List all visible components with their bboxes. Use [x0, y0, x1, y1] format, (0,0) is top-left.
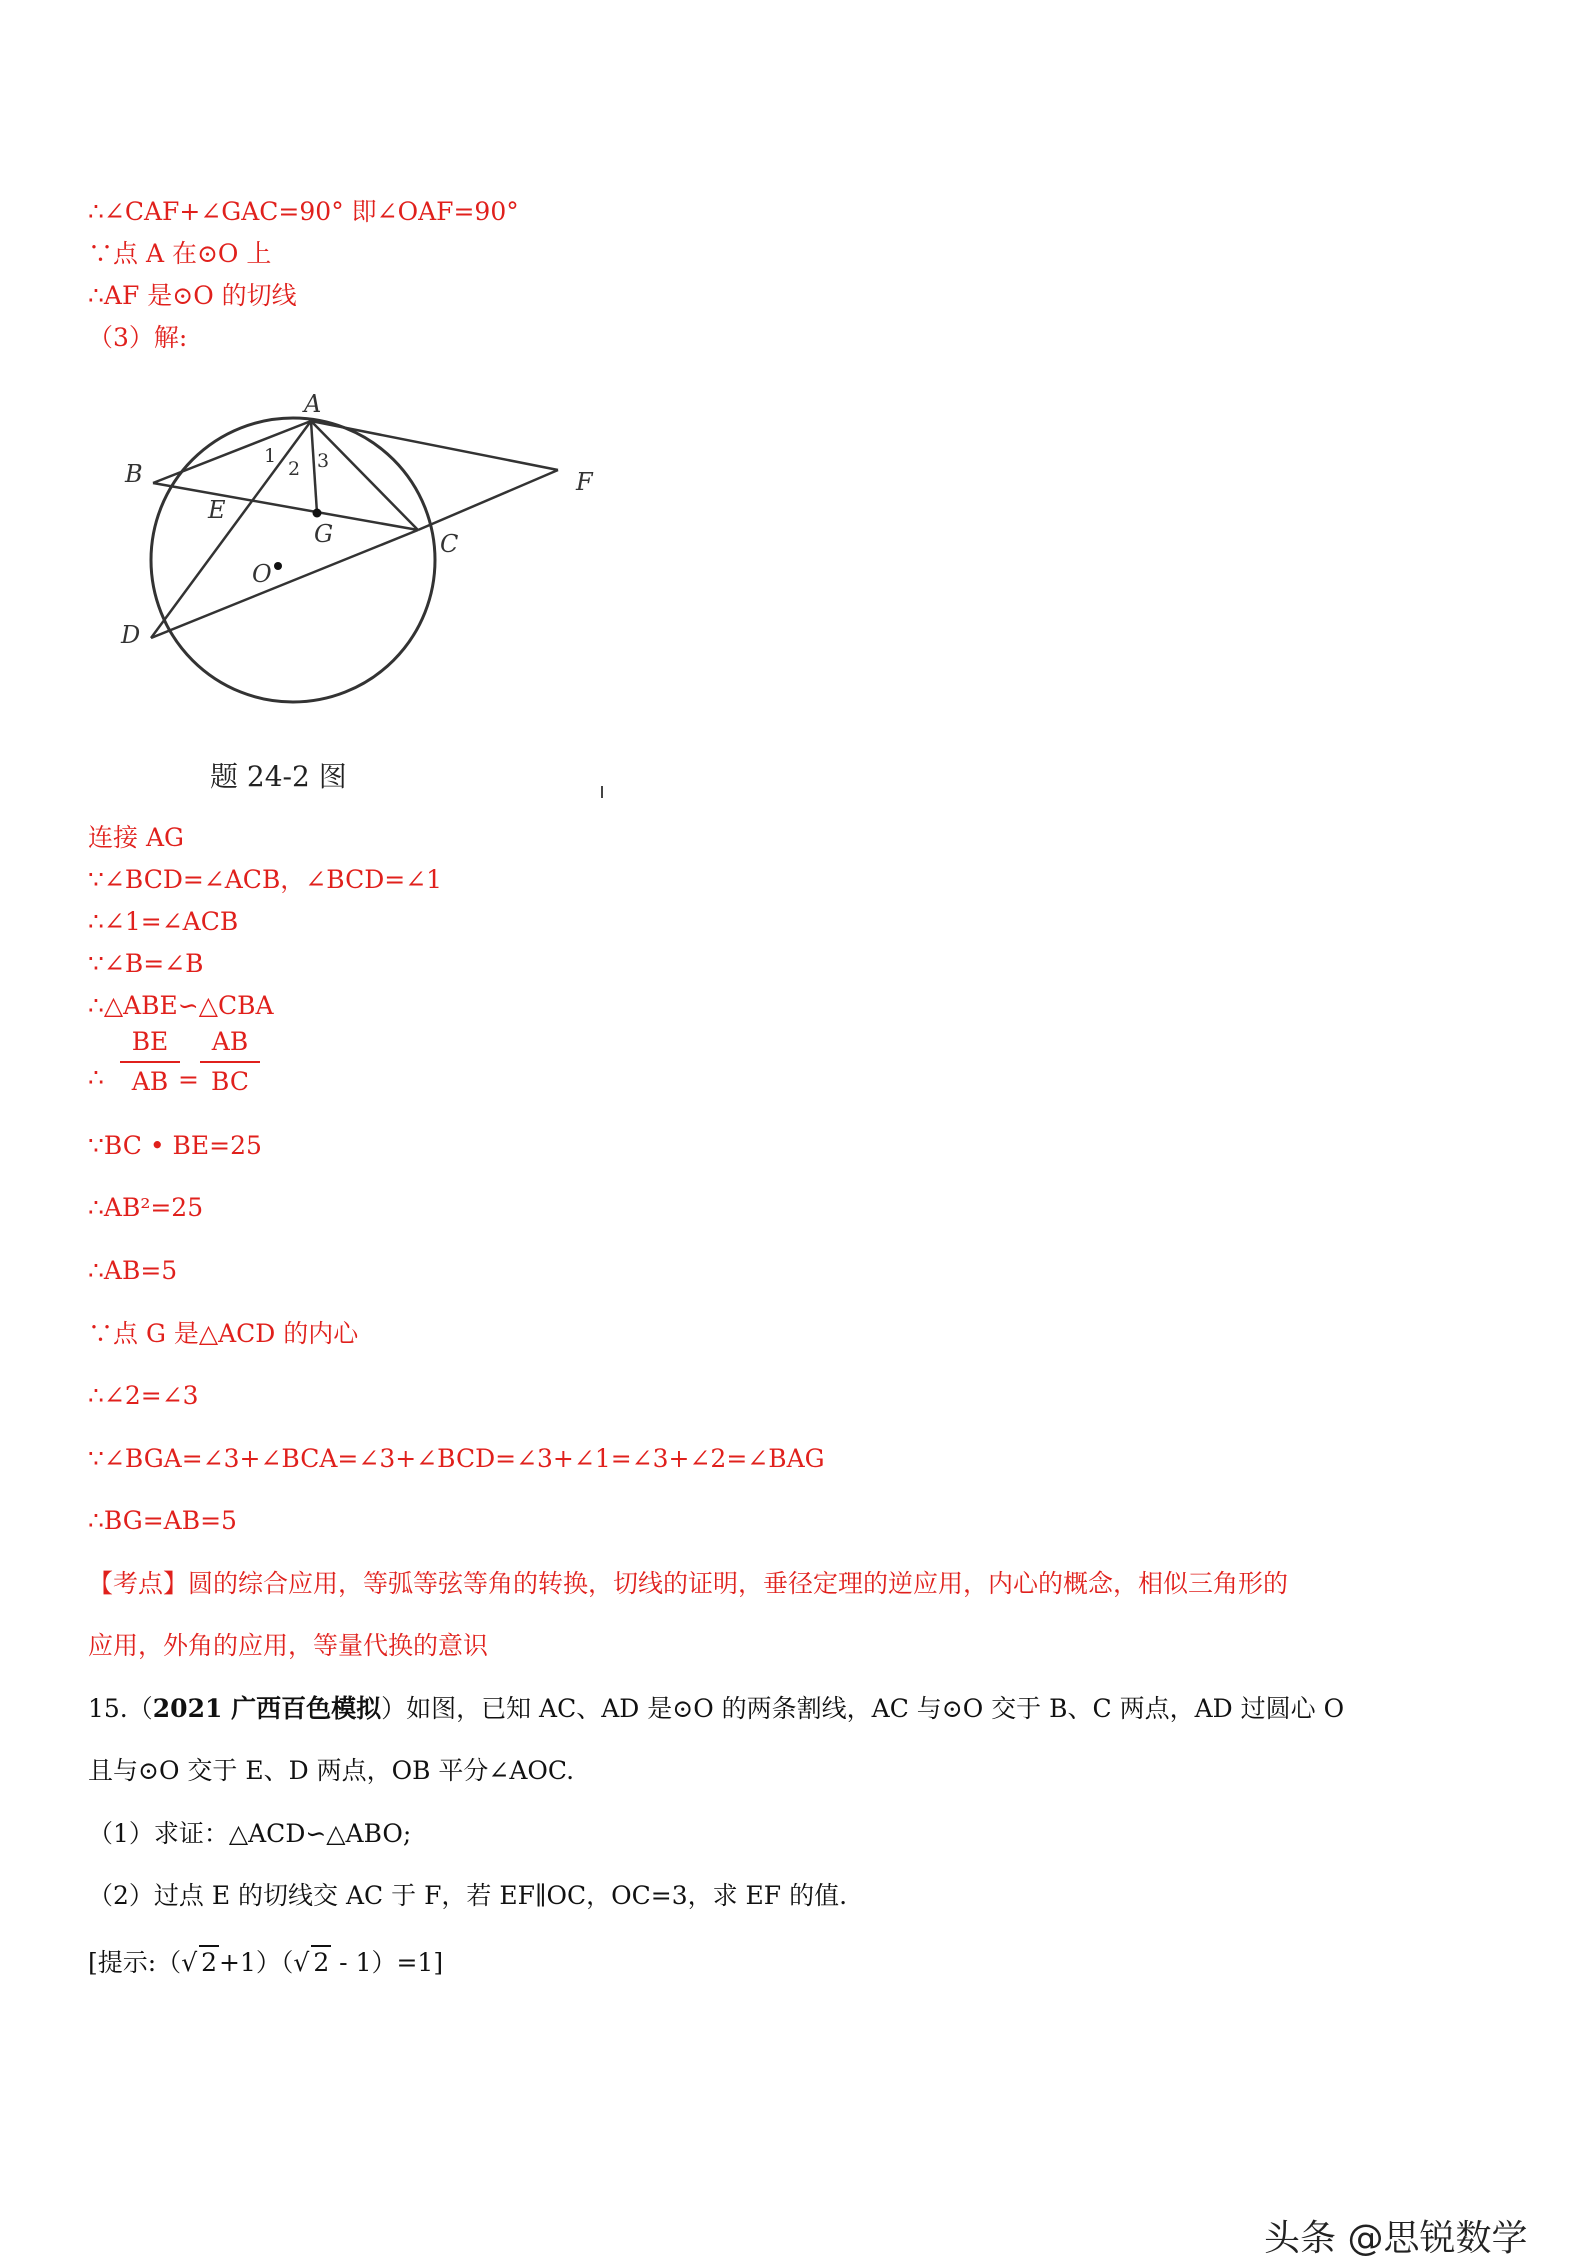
- proof-line-16: ∴BG=AB=5: [88, 1506, 237, 1535]
- equals-sign: =: [178, 1065, 199, 1094]
- fraction-left-numerator: BE: [131, 1027, 169, 1056]
- fraction-left-bar: [120, 1061, 180, 1063]
- label-c: C: [440, 530, 459, 558]
- hint-part-b: +1）（: [219, 1948, 294, 1977]
- sqrt-2-first: √ 2: [181, 1945, 219, 1979]
- key-points-line-2: 应用，外角的应用，等量代换的意识: [88, 1631, 489, 1660]
- label-e: E: [208, 496, 226, 524]
- fraction-right-denominator: BC: [211, 1067, 249, 1096]
- proof-line-8: ∵∠B=∠B: [88, 949, 204, 978]
- label-g: G: [314, 520, 334, 548]
- angle-label-2: 2: [288, 458, 301, 480]
- sqrt-2-second: √ 2: [293, 1945, 331, 1979]
- label-o: O: [252, 560, 272, 588]
- part-3-heading: （3）解:: [88, 323, 188, 352]
- proof-line-15: ∵∠BGA=∠3+∠BCA=∠3+∠BCD=∠3+∠1=∠3+∠2=∠BAG: [88, 1444, 825, 1473]
- sqrt-radicand-1: 2: [199, 1945, 219, 1979]
- fraction-right-numerator: AB: [211, 1027, 249, 1056]
- proof-line-14: ∴∠2=∠3: [88, 1381, 199, 1410]
- proof-line-5: 连接 AG: [88, 823, 184, 852]
- proof-line-2: ∵点 A 在⊙O 上: [88, 239, 272, 268]
- fraction-right-bar: [200, 1061, 260, 1063]
- label-d: D: [121, 621, 141, 649]
- label-b: B: [125, 460, 143, 488]
- watermark-footer: 头条 @思锐数学: [1264, 2218, 1528, 2259]
- problem-statement: 如图，已知 AC、AD 是⊙O 的两条割线，AC 与⊙O 交于 B、C 两点，AD 过圆心 O: [406, 1694, 1345, 1723]
- point-o: [274, 562, 282, 570]
- figure-caption: 题 24-2 图: [210, 760, 347, 793]
- problem-source: 2021 广西百色模拟: [152, 1694, 382, 1723]
- label-a: A: [304, 390, 322, 418]
- geometry-figure: [88, 380, 608, 725]
- proof-line-9: ∴△ABE∽△CBA: [88, 991, 274, 1020]
- problem-source-open: （: [127, 1694, 153, 1723]
- segment-fc: [418, 470, 558, 530]
- proof-line-3: ∴AF 是⊙O 的切线: [88, 281, 297, 310]
- hint-part-a: [提示:（: [88, 1948, 182, 1977]
- problem-15-line-1: [88, 1693, 1344, 1725]
- point-g: [313, 509, 322, 518]
- proof-line-11: ∴AB²=25: [88, 1193, 204, 1222]
- proof-line-6: ∵∠BCD=∠ACB，∠BCD=∠1: [88, 865, 443, 894]
- fraction-left: [120, 1025, 180, 1099]
- proof-line-13: ∵点 G 是△ACD 的内心: [88, 1319, 359, 1348]
- similarity-ratio: [88, 1025, 328, 1115]
- problem-15-line-2: 且与⊙O 交于 E、D 两点，OB 平分∠AOC.: [88, 1756, 575, 1785]
- proof-line-7: ∴∠1=∠ACB: [88, 907, 239, 936]
- therefore-symbol: ∴: [88, 1063, 104, 1092]
- proof-line-1: ∴∠CAF+∠GAC=90° 即∠OAF=90°: [88, 197, 519, 226]
- segment-af: [311, 421, 558, 470]
- angle-label-3: 3: [317, 450, 330, 472]
- key-points-line-1: 【考点】圆的综合应用，等弧等弦等角的转换，切线的证明，垂径定理的逆应用，内心的概念，相似三角形的: [88, 1569, 1289, 1598]
- proof-line-10: ∵BC • BE=25: [88, 1131, 262, 1160]
- stray-mark: [601, 786, 603, 798]
- problem-source-close: ）: [381, 1694, 407, 1723]
- problem-15-question-2: （2）过点 E 的切线交 AC 于 F，若 EF∥OC，OC=3，求 EF 的值.: [88, 1881, 848, 1910]
- fraction-right: [200, 1025, 260, 1099]
- hint-part-c: - 1）=1]: [331, 1948, 444, 1977]
- sqrt-radicand-2: 2: [311, 1945, 331, 1979]
- proof-line-12: ∴AB=5: [88, 1256, 178, 1285]
- problem-15-hint: [88, 1945, 443, 1979]
- problem-15-question-1: （1）求证：△ACD∽△ABO;: [88, 1819, 412, 1848]
- angle-label-1: 1: [264, 445, 277, 467]
- problem-number: 15.: [88, 1694, 128, 1723]
- fraction-left-denominator: AB: [131, 1067, 169, 1096]
- label-f: F: [576, 468, 593, 496]
